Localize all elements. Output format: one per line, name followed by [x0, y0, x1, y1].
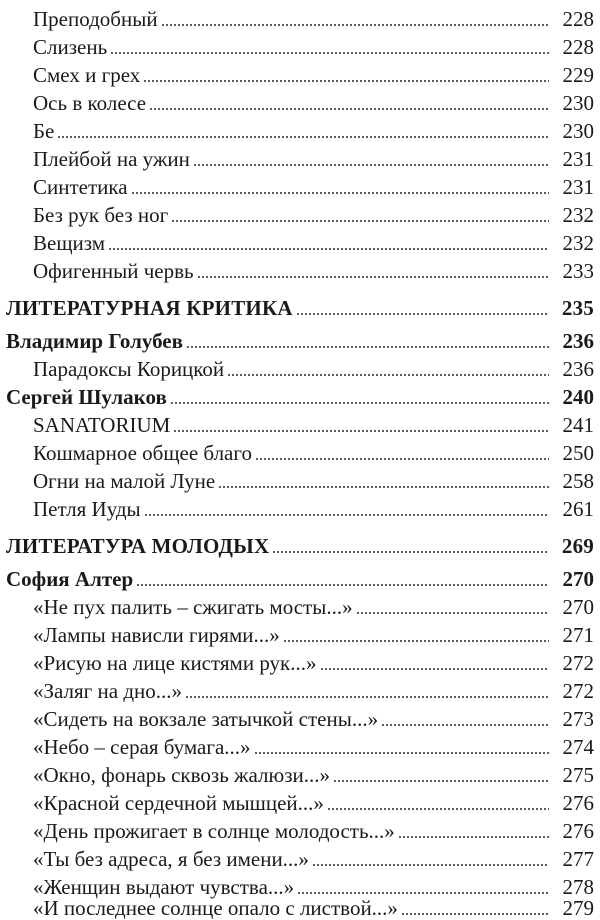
dot-leader — [108, 248, 549, 250]
page-number: 269 — [561, 534, 594, 558]
entry-title: «Небо – серая бумага...» — [33, 735, 251, 759]
page-number: 276 — [562, 791, 594, 815]
author-name: София Алтер — [6, 567, 134, 591]
dot-leader — [197, 276, 549, 278]
page-number: 274 — [562, 735, 594, 759]
author-name: Сергей Шулаков — [6, 385, 167, 409]
entry-title: «Окно, фонарь сквозь жалюзи...» — [33, 763, 330, 787]
page-number: 233 — [562, 259, 594, 283]
toc-entry — [0, 2, 600, 30]
dot-leader — [398, 836, 549, 838]
dot-leader — [170, 402, 549, 404]
page-number: 271 — [562, 623, 594, 647]
entry-title: Синтетика — [33, 175, 128, 199]
entry-title: «Красной сердечной мышцей...» — [33, 791, 324, 815]
toc-entry — [0, 436, 600, 464]
entry-title: «Сидеть на вокзале затычкой стены...» — [33, 707, 379, 731]
toc-author — [0, 380, 600, 408]
toc-entry — [0, 254, 600, 282]
toc-entry — [0, 730, 600, 758]
toc-author — [0, 324, 600, 352]
dot-leader — [320, 668, 549, 670]
toc-entry — [0, 891, 600, 919]
entry-title: «Рисую на лице кистями рук...» — [33, 651, 317, 675]
entry-title: «И последнее солнце опало с листвой...» — [33, 896, 398, 920]
dot-leader — [110, 52, 549, 54]
page-number: 232 — [562, 231, 594, 255]
toc-entry — [0, 814, 600, 842]
page-number: 230 — [562, 119, 594, 143]
page-number: 270 — [562, 595, 594, 619]
toc-entry — [0, 352, 600, 380]
entry-title: «Лампы нависли гирями...» — [33, 623, 280, 647]
author-name: Владимир Голубев — [6, 329, 183, 353]
entry-title: Плейбой на ужин — [33, 147, 190, 171]
dot-leader — [283, 640, 549, 642]
entry-title: Ось в колесе — [33, 91, 147, 115]
dot-leader — [193, 164, 549, 166]
dot-leader — [143, 80, 549, 82]
entry-title: Парадоксы Корицкой — [33, 357, 225, 381]
entry-title: «Не пух палить – сжигать мосты...» — [33, 595, 353, 619]
page-number: 272 — [562, 651, 594, 675]
page-number: 240 — [562, 385, 594, 409]
toc-entry — [0, 408, 600, 436]
entry-title: SANATORIUM — [33, 413, 171, 437]
section-title: ЛИТЕРАТУРА МОЛОДЫХ — [6, 534, 270, 558]
page-number: 236 — [562, 329, 594, 353]
entry-title: «Женщин выдают чувства...» — [33, 875, 295, 899]
toc-entry — [0, 198, 600, 226]
entry-title: Смех и грех — [33, 63, 141, 87]
dot-leader — [173, 430, 549, 432]
dot-leader — [333, 780, 549, 782]
page-number: 228 — [562, 7, 594, 31]
toc-section-heading — [0, 291, 600, 319]
toc-entry — [0, 58, 600, 86]
dot-leader — [254, 752, 549, 754]
dot-leader — [356, 612, 549, 614]
toc-entry — [0, 30, 600, 58]
page-number: 230 — [562, 91, 594, 115]
toc-entry — [0, 590, 600, 618]
page-number: 235 — [561, 296, 594, 320]
toc-author — [0, 562, 600, 590]
toc-entry — [0, 86, 600, 114]
entry-title: Офигенный червь — [33, 259, 194, 283]
dot-leader — [171, 220, 549, 222]
entry-title: «Ты без адреса, я без имени...» — [33, 847, 309, 871]
page-number: 277 — [562, 847, 594, 871]
dot-leader — [327, 808, 549, 810]
toc-entry — [0, 786, 600, 814]
entry-title: Бе — [33, 119, 55, 143]
page-number: 228 — [562, 35, 594, 59]
toc-entry — [0, 842, 600, 870]
page-number: 275 — [562, 763, 594, 787]
page-number: 273 — [562, 707, 594, 731]
dot-leader — [136, 584, 549, 586]
toc-entry — [0, 646, 600, 674]
entry-title: Слизень — [33, 35, 108, 59]
toc-entry — [0, 618, 600, 646]
page-number: 272 — [562, 679, 594, 703]
page-number: 229 — [562, 63, 594, 87]
entry-title: Преподобный — [33, 7, 158, 31]
toc-entry — [0, 226, 600, 254]
dot-leader — [218, 486, 549, 488]
dot-leader — [227, 374, 549, 376]
toc-entry — [0, 464, 600, 492]
entry-title: Огни на малой Луне — [33, 469, 216, 493]
page-number: 279 — [562, 896, 594, 920]
page-number: 258 — [562, 469, 594, 493]
dot-leader — [272, 551, 549, 553]
dot-leader — [185, 696, 549, 698]
dot-leader — [255, 458, 549, 460]
toc-entry — [0, 702, 600, 730]
toc-entry — [0, 142, 600, 170]
dot-leader — [131, 192, 549, 194]
dot-leader — [186, 346, 549, 348]
toc-entry — [0, 674, 600, 702]
toc-section-heading — [0, 529, 600, 557]
entry-title: Вещизм — [33, 231, 106, 255]
page-number: 236 — [562, 357, 594, 381]
toc-entry — [0, 492, 600, 520]
page-number: 231 — [562, 147, 594, 171]
dot-leader — [381, 724, 549, 726]
page-number: 261 — [562, 497, 594, 521]
toc-entry — [0, 170, 600, 198]
section-title: ЛИТЕРАТУРНАЯ КРИТИКА — [6, 296, 293, 320]
entry-title: «День прожигает в солнце молодость...» — [33, 819, 395, 843]
page-number: 231 — [562, 175, 594, 199]
dot-leader — [161, 24, 549, 26]
toc-entry — [0, 114, 600, 142]
dot-leader — [57, 136, 549, 138]
toc-entry — [0, 758, 600, 786]
entry-title: Без рук без ног — [33, 203, 169, 227]
page-number: 250 — [562, 441, 594, 465]
entry-title: «Заляг на дно...» — [33, 679, 183, 703]
dot-leader — [296, 313, 549, 315]
entry-title: Кошмарное общее благо — [33, 441, 252, 465]
page-number: 232 — [562, 203, 594, 227]
dot-leader — [401, 913, 549, 915]
page-number: 278 — [562, 875, 594, 899]
dot-leader — [144, 514, 549, 516]
page-number: 276 — [562, 819, 594, 843]
page-number: 270 — [562, 567, 594, 591]
dot-leader — [149, 108, 549, 110]
page-number: 241 — [562, 413, 594, 437]
dot-leader — [312, 864, 549, 866]
entry-title: Петля Иуды — [33, 497, 141, 521]
